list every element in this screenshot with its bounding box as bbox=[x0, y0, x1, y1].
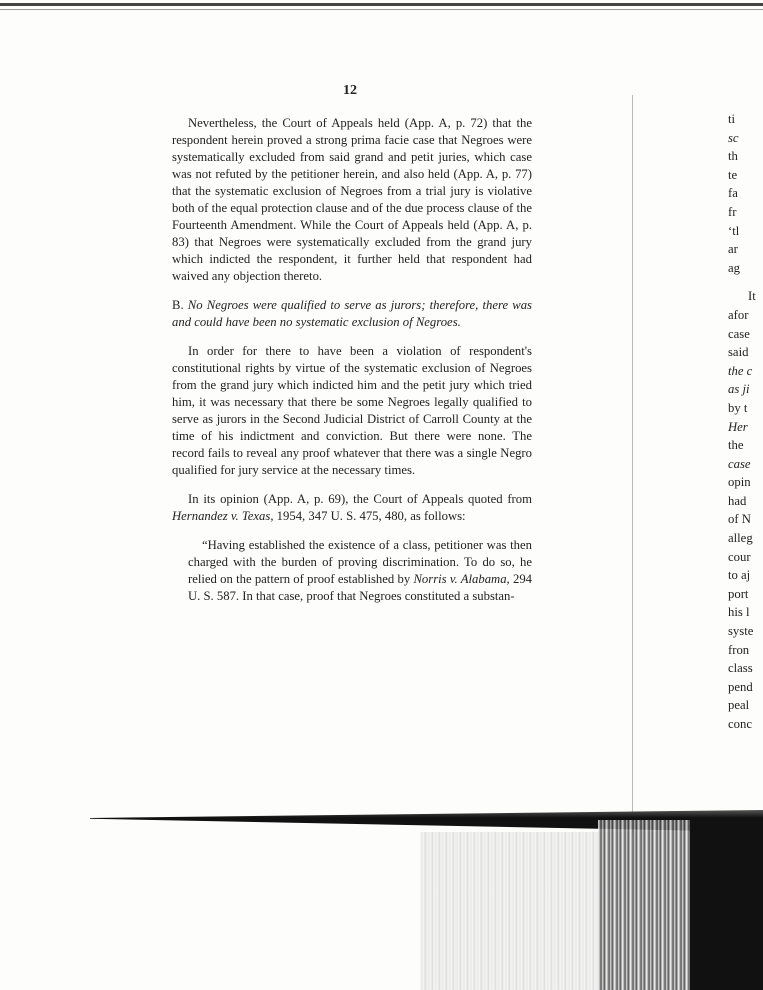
para3-text-a: In its opinion (App. A, p. 69), the Court of Appeals quoted from bbox=[188, 492, 532, 506]
scan-binding-dark-area bbox=[690, 820, 763, 990]
right-fragment: to aj bbox=[728, 568, 751, 583]
right-fragment: of N bbox=[728, 512, 751, 527]
right-fragment: peal bbox=[728, 698, 750, 713]
right-fragment: Her bbox=[728, 419, 748, 434]
right-fragment: port bbox=[728, 586, 749, 601]
page-number: 12 bbox=[343, 83, 357, 98]
paragraph-constitutional-rights: In order for there to have been a violation of respondent's constitutional rights by virtue of the systematic exclusion of Negroes from the grand jury which indicted him and the petit jury which tried him, it was necessary that there be some Negroes legally qualified to serve as jurors in the Second Judicial District of Carroll County at the time of his indictment and conviction. But there were none. The record fails to reveal any proof whatever that there was a single Negro qualified for jury service at the necessary times. bbox=[172, 344, 532, 477]
right-fragment: had bbox=[728, 493, 747, 508]
right-fragment: case bbox=[728, 456, 751, 471]
right-fragment: class bbox=[728, 661, 753, 676]
block-quote-hernandez bbox=[188, 537, 532, 605]
right-page-fragments bbox=[728, 110, 763, 734]
right-fragment: conc bbox=[728, 717, 752, 731]
right-fragment: syste bbox=[728, 624, 754, 639]
right-fragment: It bbox=[748, 289, 756, 304]
right-fragment: cour bbox=[728, 549, 751, 564]
right-fragment: opin bbox=[728, 475, 751, 490]
right-fragment: as ji bbox=[728, 382, 750, 397]
paragraph-court-of-appeals-holding: Nevertheless, the Court of Appeals held (App. A, p. 72) that the respondent herein proved a strong prima facie case that Negroes were systematically excluded from said grand and petit juries, which case was not refuted by the petitioner herein, and also held (App. A, p. 77) that the systematic exclusion of Negroes from a trial jury is violative both of the equal protection clause and of the due process clause of the Fourteenth Amendment. While the Court of Appeals held (App. A, p. 83) that Negroes were systematically excluded from the grand jury which indicted the respondent, it further held that respondent had waived any objection thereto. bbox=[172, 116, 532, 283]
right-fragment: ar bbox=[728, 242, 738, 257]
right-fragment: afor bbox=[728, 307, 749, 322]
case-name-hernandez: Hernandez v. Texas, bbox=[172, 509, 274, 523]
right-fragment: fron bbox=[728, 642, 750, 657]
page-gutter-line bbox=[632, 95, 633, 835]
paragraph-hernandez-intro bbox=[172, 491, 532, 525]
section-heading-text: No Negroes were qualified to serve as jurors; therefore, there was and could have been no systematic exclusion of Negroes. bbox=[172, 298, 532, 329]
section-heading-label: B. bbox=[172, 298, 184, 312]
left-page-body bbox=[172, 115, 532, 617]
right-fragment: pend bbox=[728, 679, 753, 694]
right-fragment: fa bbox=[728, 186, 738, 201]
right-fragment: the bbox=[728, 438, 744, 453]
right-fragment: case bbox=[728, 326, 750, 341]
scan-top-border-thin bbox=[0, 9, 763, 10]
right-fragment: the c bbox=[728, 363, 753, 378]
right-fragment: alleg bbox=[728, 531, 753, 546]
right-fragment: said bbox=[728, 345, 749, 360]
right-fragment: ‘tl bbox=[728, 223, 740, 238]
right-fragment: ag bbox=[728, 260, 740, 275]
right-fragment: his l bbox=[728, 605, 750, 620]
quote-text-a: “Having established the existence of a class, petitioner was then charged with the burden of proving discrimination. To do so, he relied on the pattern of proof established by bbox=[188, 538, 532, 586]
para3-text-b: 1954, 347 U. S. 475, 480, as follows: bbox=[276, 509, 466, 523]
right-fragment: th bbox=[728, 149, 738, 164]
scan-top-border bbox=[0, 3, 763, 6]
right-fragment: ti bbox=[728, 112, 736, 126]
right-fragment: sc bbox=[728, 130, 739, 145]
right-fragment: by t bbox=[728, 400, 748, 415]
section-heading-b bbox=[172, 297, 532, 331]
case-name-norris: Norris v. Alabama, bbox=[413, 572, 510, 586]
quote-text-b: 294 U. S. 587. In that case, proof that Negroes constituted a substan- bbox=[188, 572, 533, 603]
right-fragment: te bbox=[728, 167, 738, 182]
right-fragment: fr bbox=[728, 204, 737, 219]
